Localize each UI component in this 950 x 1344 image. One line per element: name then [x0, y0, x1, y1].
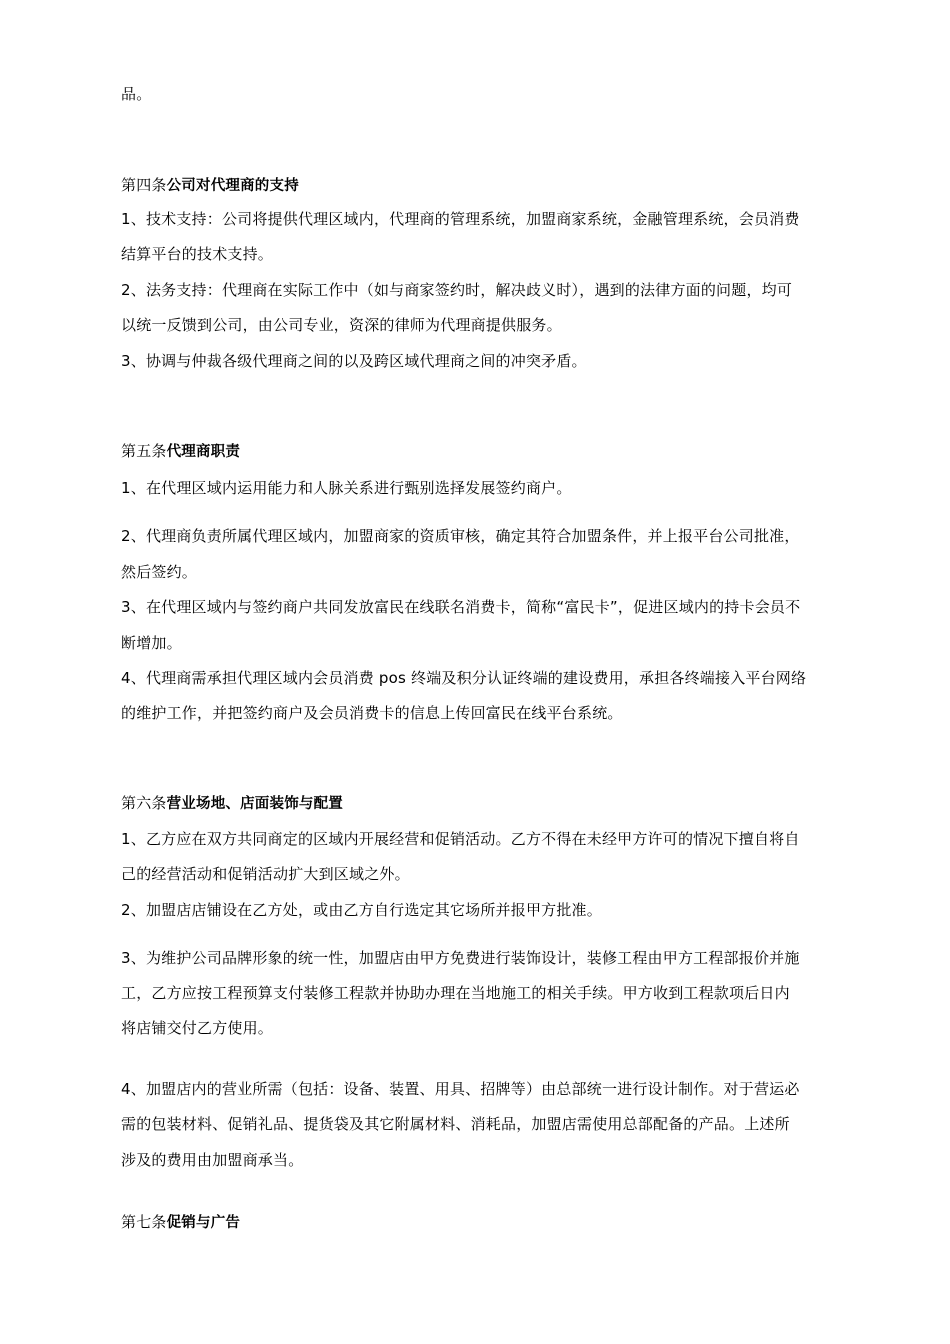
paragraph-line: 将店铺交付乙方使用。 — [121, 1019, 274, 1037]
paragraph-line: 2、代理商负责所属代理区域内，加盟商家的资质审核，确定其符合加盟条件，并上报平台公司批准， — [121, 527, 800, 545]
paragraph-line: 己的经营活动和促销活动扩大到区域之外。 — [121, 865, 410, 883]
paragraph-line: 结算平台的技术支持。 — [121, 245, 274, 263]
paragraph-line: 工，乙方应按工程预算支付装修工程款并协助办理在当地施工的相关手续。甲方收到工程款项后日内 — [121, 984, 790, 1002]
section-heading-4 — [121, 175, 299, 196]
paragraph-line: 3、在代理区域内与签约商户共同发放富民在线联名消费卡，简称“富民卡”，促进区域内的持卡会员不 — [121, 598, 801, 616]
paragraph-line: 的维护工作，并把签约商户及会员消费卡的信息上传回富民在线平台系统。 — [121, 704, 623, 722]
section-title: 营业场地、店面装饰与配置 — [166, 796, 344, 812]
paragraph-line: 断增加。 — [121, 634, 182, 652]
section-title: 公司对代理商的支持 — [166, 178, 299, 194]
section-title: 代理商职责 — [166, 444, 241, 460]
paragraph-line: 涉及的费用由加盟商承当。 — [121, 1151, 304, 1169]
paragraph-line: 1、在代理区域内运用能力和人脉关系进行甄别选择发展签约商户。 — [121, 479, 572, 497]
section-heading-7 — [121, 1212, 240, 1233]
section-number: 第七条 — [121, 1213, 167, 1231]
paragraph-line: 2、法务支持：代理商在实际工作中（如与商家签约时，解决歧义时），遇到的法律方面的问题，均可 — [121, 281, 793, 299]
paragraph-line: 然后签约。 — [121, 563, 198, 581]
paragraph-line: 3、为维护公司品牌形象的统一性，加盟店由甲方免费进行装饰设计，装修工程由甲方工程部报价并施 — [121, 949, 800, 967]
paragraph-line: 1、技术支持：公司将提供代理区域内，代理商的管理系统，加盟商家系统，金融管理系统，会员消费 — [121, 210, 800, 228]
paragraph-line: 4、代理商需承担代理区域内会员消费 pos 终端及积分认证终端的建设费用，承担各终端接入平台网络 — [121, 669, 807, 687]
section-number: 第五条 — [121, 442, 167, 460]
section-heading-6 — [121, 793, 343, 814]
paragraph-line: 2、加盟店店铺设在乙方处，或由乙方自行选定其它场所并报甲方批准。 — [121, 901, 602, 919]
section-heading-5 — [121, 441, 240, 462]
paragraph-line: 1、乙方应在双方共同商定的区域内开展经营和促销活动。乙方不得在未经甲方许可的情况下擅自将自 — [121, 830, 800, 848]
section-title: 促销与广告 — [166, 1215, 241, 1231]
section-number: 第六条 — [121, 794, 167, 812]
paragraph-line: 需的包装材料、促销礼品、提货袋及其它附属材料、消耗品，加盟店需使用总部配备的产品。上述所 — [121, 1115, 790, 1133]
carryover-text: 品。 — [121, 85, 152, 103]
paragraph-line: 以统一反馈到公司，由公司专业，资深的律师为代理商提供服务。 — [121, 316, 562, 334]
paragraph-line: 4、加盟店内的营业所需（包括：设备、装置、用具、招牌等）由总部统一进行设计制作。对于营运必 — [121, 1080, 800, 1098]
section-number: 第四条 — [121, 176, 167, 194]
paragraph-line: 3、协调与仲裁各级代理商之间的以及跨区域代理商之间的冲突矛盾。 — [121, 352, 587, 370]
